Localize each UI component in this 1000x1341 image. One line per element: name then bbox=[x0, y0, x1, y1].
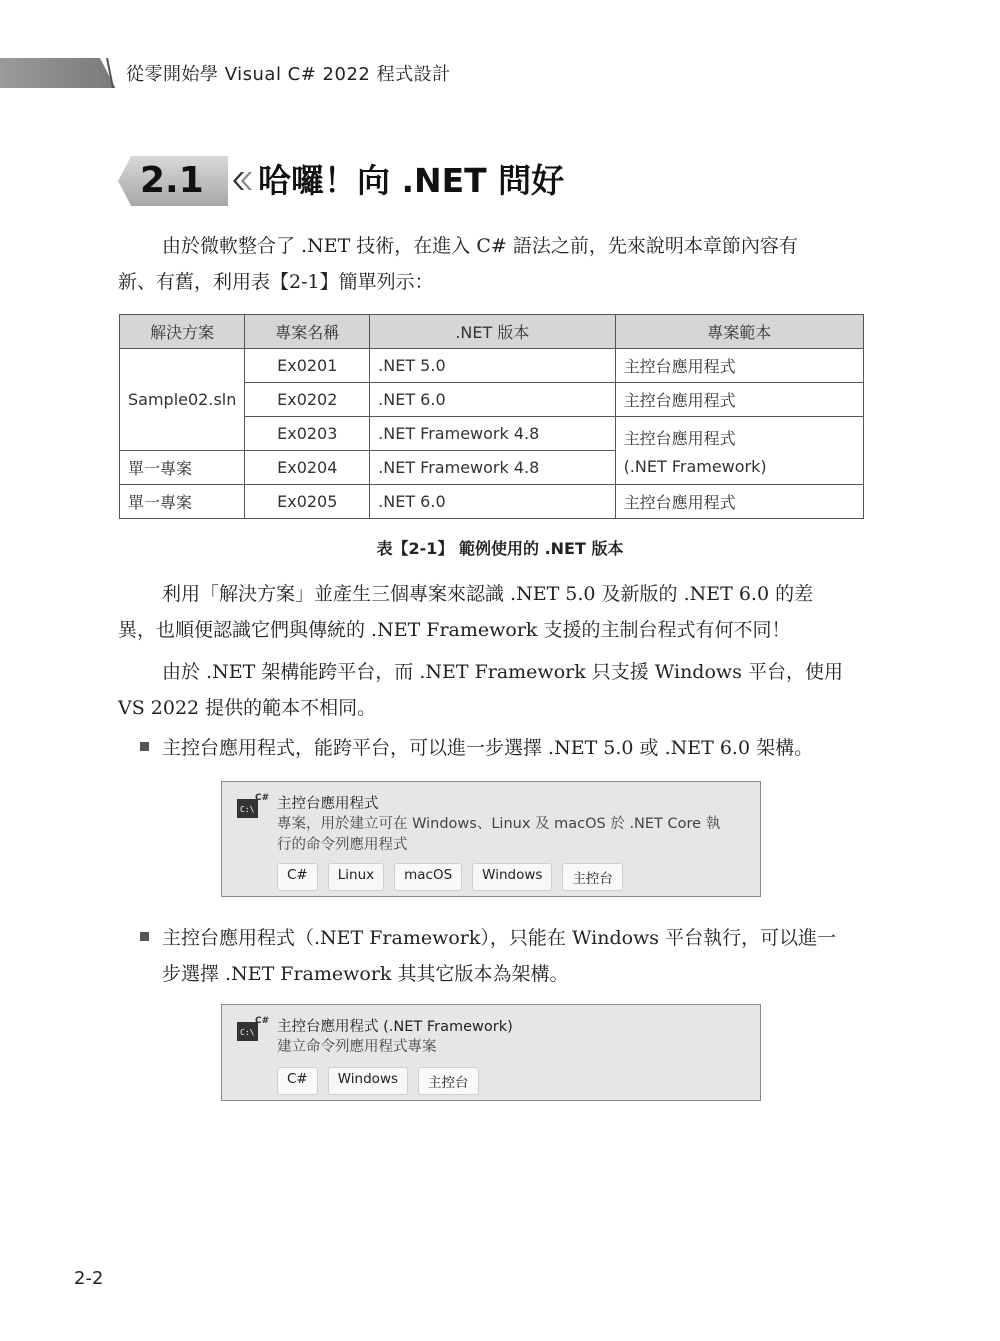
project-cell: Ex0202 bbox=[245, 383, 370, 417]
paragraph-3 bbox=[118, 654, 868, 726]
header-band bbox=[0, 58, 118, 88]
card-1-icon-label: C# bbox=[255, 793, 270, 803]
card-1-icon-prompt: C:\ bbox=[240, 805, 255, 814]
paragraph-3-line-2: VS 2022 提供的範本不相同。 bbox=[118, 697, 377, 719]
bullet-2-line-1: 主控台應用程式（.NET Framework），只能在 Windows 平台執行，可以進一 bbox=[162, 927, 837, 949]
versions-table bbox=[119, 314, 864, 519]
project-cell: Ex0201 bbox=[245, 349, 370, 383]
template-line-1: 主控台應用程式 bbox=[623, 428, 736, 448]
bullet-marker bbox=[140, 932, 149, 941]
table-header-solution: 解決方案 bbox=[120, 315, 245, 349]
project-cell: Ex0205 bbox=[245, 485, 370, 519]
solution-cell: 單一專案 bbox=[120, 451, 245, 485]
table-header-version: .NET 版本 bbox=[370, 315, 615, 349]
intro-line-1: 由於微軟整合了 .NET 技術，在進入 C# 語法之前，先來說明本章節內容有 bbox=[162, 235, 798, 257]
project-cell: Ex0204 bbox=[245, 451, 370, 485]
card-2-tags bbox=[277, 1067, 479, 1095]
section-title: 哈囉！向 .NET 問好 bbox=[258, 161, 565, 200]
card-2-icon-label: C# bbox=[255, 1016, 270, 1026]
card-1-description bbox=[277, 814, 747, 856]
card-1-desc-line-1: 專案，用於建立可在 Windows、Linux 及 macOS 於 .NET Core 執 bbox=[277, 816, 721, 832]
bullet-2-text bbox=[162, 920, 867, 992]
console-app-icon bbox=[236, 1015, 270, 1043]
paragraph-2-line-1: 利用「解決方案」並產生三個專案來認識 .NET 5.0 及新版的 .NET 6.0 的差 bbox=[162, 583, 814, 605]
tag-linux: Linux bbox=[328, 863, 384, 891]
intro-line-2: 新、有舊，利用表【2-1】簡單列示： bbox=[118, 271, 434, 293]
solution-cell: 單一專案 bbox=[120, 485, 245, 519]
bullet-2-line-2: 步選擇 .NET Framework 其其它版本為架構。 bbox=[162, 963, 569, 985]
intro-paragraph bbox=[118, 228, 868, 300]
console-app-icon bbox=[236, 792, 270, 820]
section-number: 2.1 bbox=[140, 160, 204, 201]
card-1-desc-line-2: 行的命令列應用程式 bbox=[277, 837, 408, 853]
table-row bbox=[120, 485, 864, 519]
tag-windows: Windows bbox=[472, 863, 552, 891]
bullet-1-text: 主控台應用程式，能跨平台，可以進一步選擇 .NET 5.0 或 .NET 6.0 架構。 bbox=[162, 737, 814, 759]
bullet-marker bbox=[140, 742, 149, 751]
table-caption: 表【2-1】 範例使用的 .NET 版本 bbox=[376, 539, 624, 558]
tag-csharp: C# bbox=[277, 863, 318, 891]
card-1-tags bbox=[277, 863, 623, 891]
card-2-icon-prompt: C:\ bbox=[240, 1028, 255, 1037]
tag-macos: macOS bbox=[394, 863, 462, 891]
table-row bbox=[120, 349, 864, 383]
console-app-template-card[interactable] bbox=[221, 781, 761, 897]
card-1-title: 主控台應用程式 bbox=[277, 796, 379, 812]
paragraph-3-line-1: 由於 .NET 架構能跨平台，而 .NET Framework 只支援 Windows 平台，使用 bbox=[162, 661, 843, 683]
version-cell: .NET 6.0 bbox=[370, 485, 615, 519]
template-cell bbox=[615, 417, 863, 485]
paragraph-2-line-2: 異，也順便認識它們與傳統的 .NET Framework 支援的主制台程式有何不同！ bbox=[118, 619, 791, 641]
template-line-2: (.NET Framework) bbox=[623, 456, 767, 476]
version-cell: .NET Framework 4.8 bbox=[370, 417, 615, 451]
template-cell: 主控台應用程式 bbox=[615, 349, 863, 383]
solution-cell: Sample02.sln bbox=[120, 349, 245, 451]
tag-console: 主控台 bbox=[418, 1067, 479, 1095]
version-cell: .NET 6.0 bbox=[370, 383, 615, 417]
version-cell: .NET 5.0 bbox=[370, 349, 615, 383]
table-header-template: 專案範本 bbox=[615, 315, 863, 349]
project-cell: Ex0203 bbox=[245, 417, 370, 451]
table-header-project: 專案名稱 bbox=[245, 315, 370, 349]
version-cell: .NET Framework 4.8 bbox=[370, 451, 615, 485]
template-cell: 主控台應用程式 bbox=[615, 383, 863, 417]
tag-windows: Windows bbox=[328, 1067, 408, 1095]
tag-console: 主控台 bbox=[562, 863, 623, 891]
page-number: 2-2 bbox=[74, 1268, 104, 1289]
tag-csharp: C# bbox=[277, 1067, 318, 1095]
chevron-left-icon bbox=[230, 170, 252, 192]
template-cell: 主控台應用程式 bbox=[615, 485, 863, 519]
paragraph-2 bbox=[118, 576, 868, 648]
table-header-row bbox=[120, 315, 864, 349]
console-app-framework-template-card[interactable] bbox=[221, 1004, 761, 1101]
book-title: 從零開始學 Visual C# 2022 程式設計 bbox=[126, 64, 451, 85]
card-2-title: 主控台應用程式 (.NET Framework) bbox=[277, 1019, 513, 1035]
card-2-description: 建立命令列應用程式專案 bbox=[277, 1039, 437, 1055]
